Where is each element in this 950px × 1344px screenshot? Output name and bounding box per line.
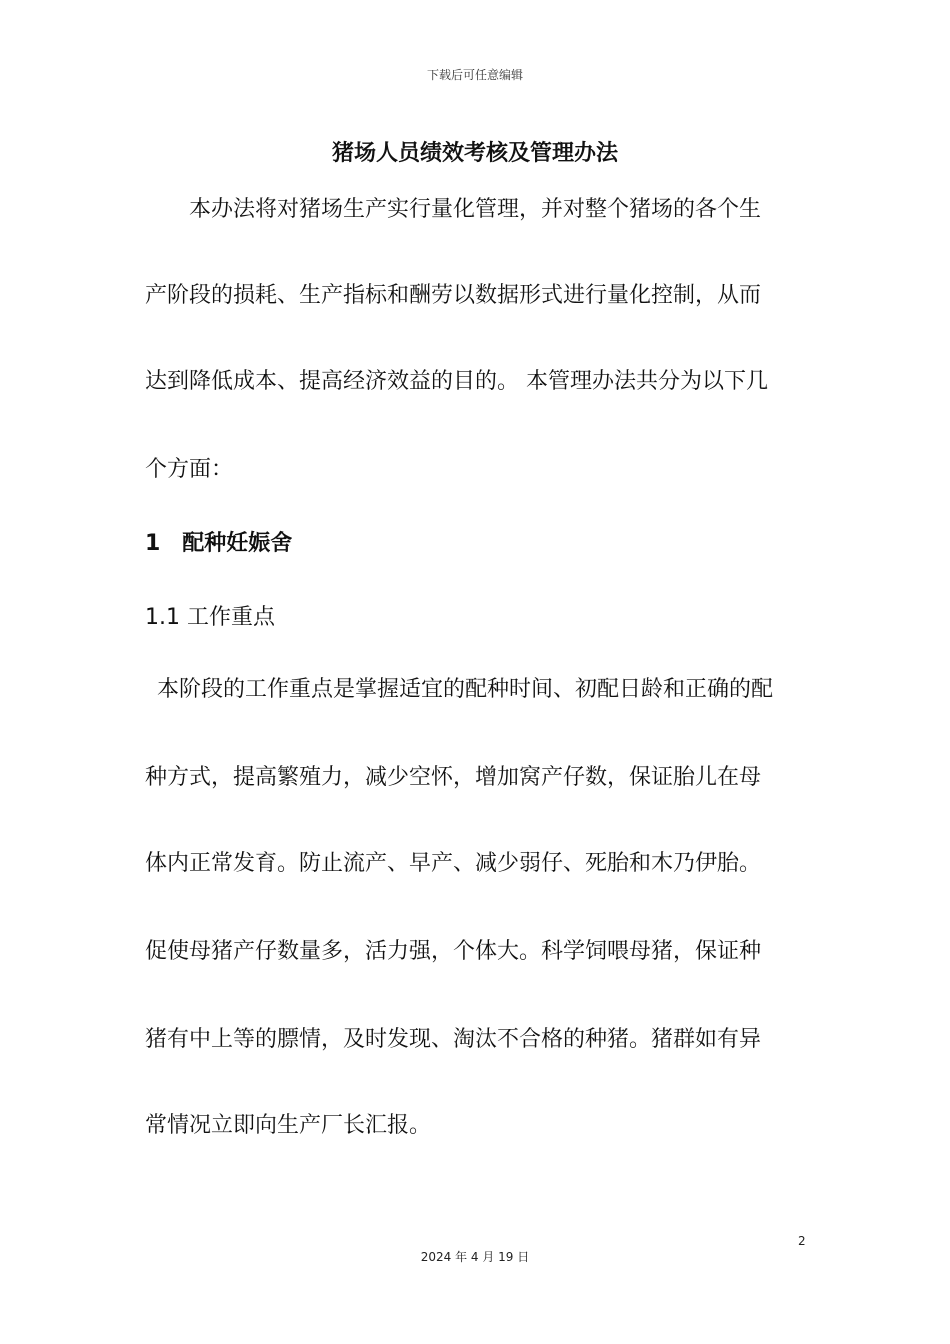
body-line-2: 种方式，提高繁殖力，减少空怀，增加窝产仔数，保证胎儿在母 [145,765,762,790]
section-1-1-heading: 1.1 工作重点 [145,605,275,630]
body-line-3: 体内正常发育。防止流产、早产、减少弱仔、死胎和木乃伊胎。 [145,851,762,876]
page-number: 2 [798,1234,806,1248]
intro-line-4: 个方面： [145,457,234,482]
section-1-heading: 1 配种妊娠舍 [145,531,293,556]
page-header: 下载后可任意编辑 [426,68,523,82]
document-title: 猪场人员绩效考核及管理办法 [331,141,618,166]
intro-line-3: 达到降低成本、提高经济效益的目的。 本管理办法共分为以下几 [145,369,768,394]
intro-line-2: 产阶段的损耗、生产指标和酬劳以数据形式进行量化控制，从而 [145,283,762,308]
body-line-1: 本阶段的工作重点是掌握适宜的配种时间、初配日龄和正确的配 [157,677,774,702]
body-line-5: 猪有中上等的膘情，及时发现、淘汰不合格的种猪。猪群如有异 [145,1027,762,1052]
intro-line-1: 本办法将对猪场生产实行量化管理，并对整个猪场的各个生 [189,197,762,222]
page-footer-date: 2024 年 4 月 19 日 [420,1250,530,1264]
body-line-4: 促使母猪产仔数量多，活力强，个体大。科学饲喂母猪，保证种 [145,939,762,964]
body-line-6: 常情况立即向生产厂长汇报。 [145,1113,432,1138]
